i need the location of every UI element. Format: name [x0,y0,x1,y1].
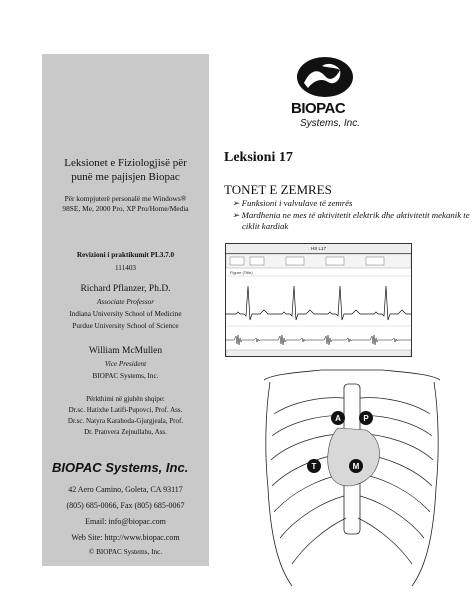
platform-line2: 98SE, Me, 2000 Pro, XP Pro/Home/Media [62,204,189,213]
bullet-item: ➢ Mardhenia ne mes të aktivitetit elektrik dhe aktivitetit mekanik te ciklit kardiak [232,209,470,231]
sidebar-title [42,156,209,184]
svg-text:M: M [352,462,360,471]
author2-role: Vice President [104,360,147,368]
brand-name: BIOPAC [291,100,346,117]
author1-name: Richard Pflanzer, Ph.D. [80,284,171,294]
valve-marker-mitral [349,459,363,473]
valve-marker-aortic [331,411,345,425]
bullet-item: ➢ Funksioni i valvulave të zemrës [232,198,353,208]
lesson-title: Leksioni 17 [224,150,293,165]
valve-marker-tricuspid [307,459,321,473]
website: Web Site: http://www.biopac.com [71,533,180,542]
svg-text:P: P [363,414,369,423]
copyright: © BIOPAC Systems, Inc. [88,548,163,556]
revision-number: 111403 [114,264,137,272]
author2-name: William McMullen [88,346,163,356]
translation-block [42,394,209,438]
company-name: BIOPAC Systems, Inc. [52,460,189,475]
heart-valves-diagram [262,368,442,600]
valve-marker-pulmonary [359,411,373,425]
translator3: Dr. Pranvera Zejnullahu, Ass. [84,428,167,436]
translation-label: Përkthimi në gjuhën shqipe: [86,395,165,403]
arrow-bullet-icon: ➢ [232,209,242,220]
address: 42 Aero Camino, Goleta, CA 93117 [68,485,183,494]
sidebar-title-line1: Leksionet e Fiziologjisë për [64,157,187,169]
window-titlebar: HS L17 [226,244,411,254]
author1-affiliation2: Purdue University School of Science [72,322,179,330]
sidebar-title-line2: punë me pajisjen Biopac [71,171,180,183]
contact-block [42,482,209,546]
author1-affiliation1: Indiana University School of Medicine [69,310,182,318]
translator2: Dr.sc. Natyra Karahoda-Gjurgjeala, Prof. [67,417,184,425]
lesson-bullets [232,198,472,233]
phone: (805) 685-0066, Fax (805) 685-0067 [66,501,185,510]
left-sidebar [42,54,209,566]
revision-label: Revizioni i praktikumit PL3.7.0 [76,251,175,259]
svg-text:T: T [311,462,317,471]
brand-subtitle: Systems, Inc. [300,118,361,129]
platform-note [42,194,209,214]
software-screenshot [225,243,412,357]
waveform-display [226,254,411,357]
lesson-topic: TONET E ZEMRES [224,182,332,197]
chart-title-label: Figure (Title) [230,270,253,275]
email: Email: info@biopac.com [85,517,166,526]
svg-text:A: A [335,414,341,423]
author1-role: Associate Professor [96,298,155,306]
arrow-bullet-icon: ➢ [232,198,242,208]
author2-affiliation: BIOPAC Systems, Inc. [92,372,159,380]
platform-line1: Për kompjuterë personalë me Windows® [64,194,187,203]
biopac-logo-icon [294,56,356,98]
translator1: Dr.sc. Hatixhe Latifi-Pupovci, Prof. Ass. [68,406,183,414]
